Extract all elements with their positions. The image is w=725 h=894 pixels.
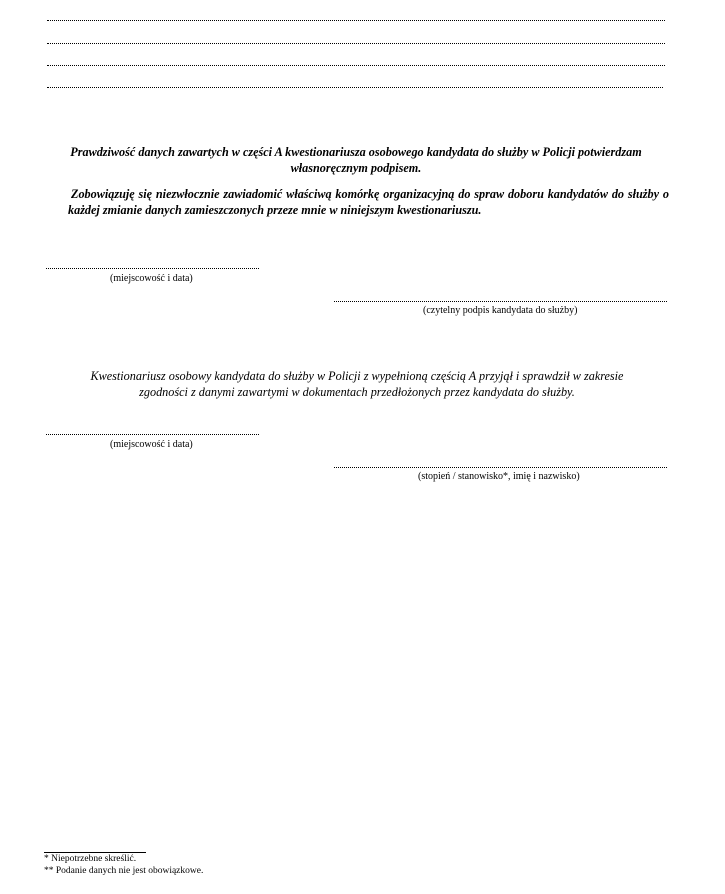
candidate-signature-caption: (czytelny podpis kandydata do służby) <box>423 305 578 316</box>
officer-name-caption: (stopień / stanowisko*, imię i nazwisko) <box>418 471 580 482</box>
footnote-2: ** Podanie danych nie jest obowiązkowe. <box>44 866 204 876</box>
officer-place-date-caption: (miejscowość i data) <box>110 439 193 450</box>
writing-line-1[interactable] <box>47 20 665 21</box>
footnote-1: * Niepotrzebne skreślić. <box>44 854 137 864</box>
candidate-place-date-caption: (miejscowość i data) <box>110 273 193 284</box>
officer-place-date-line[interactable] <box>46 434 259 435</box>
confirmation-statement: Prawdziwość danych zawartych w części A kwestionariusza osobowego kandydata do służby w Policji potwierdzam własnoręcznym podpisem. <box>70 145 642 175</box>
acceptance-statement: Kwestionariusz osobowy kandydata do służby w Policji z wypełnioną częścią A przyjął i sprawdził w zakresie zgodności z danymi zawartymi w dokumentach przedłożonych przez kandydata do służby. <box>90 369 624 399</box>
officer-name-line[interactable] <box>334 467 667 468</box>
footnote-separator <box>44 852 146 853</box>
candidate-place-date-line[interactable] <box>46 268 259 269</box>
writing-line-4[interactable] <box>47 87 663 88</box>
candidate-signature-line[interactable] <box>334 301 667 302</box>
writing-line-2[interactable] <box>47 43 665 44</box>
obligation-statement: Zobowiązuję się niezwłocznie zawiadomić właściwą komórkę organizacyjną do spraw doboru kandydatów do służby o każdej zmianie danych zamieszczonych przeze mnie w niniejszym kwestionariuszu. <box>68 187 669 217</box>
writing-line-3[interactable] <box>47 65 665 66</box>
